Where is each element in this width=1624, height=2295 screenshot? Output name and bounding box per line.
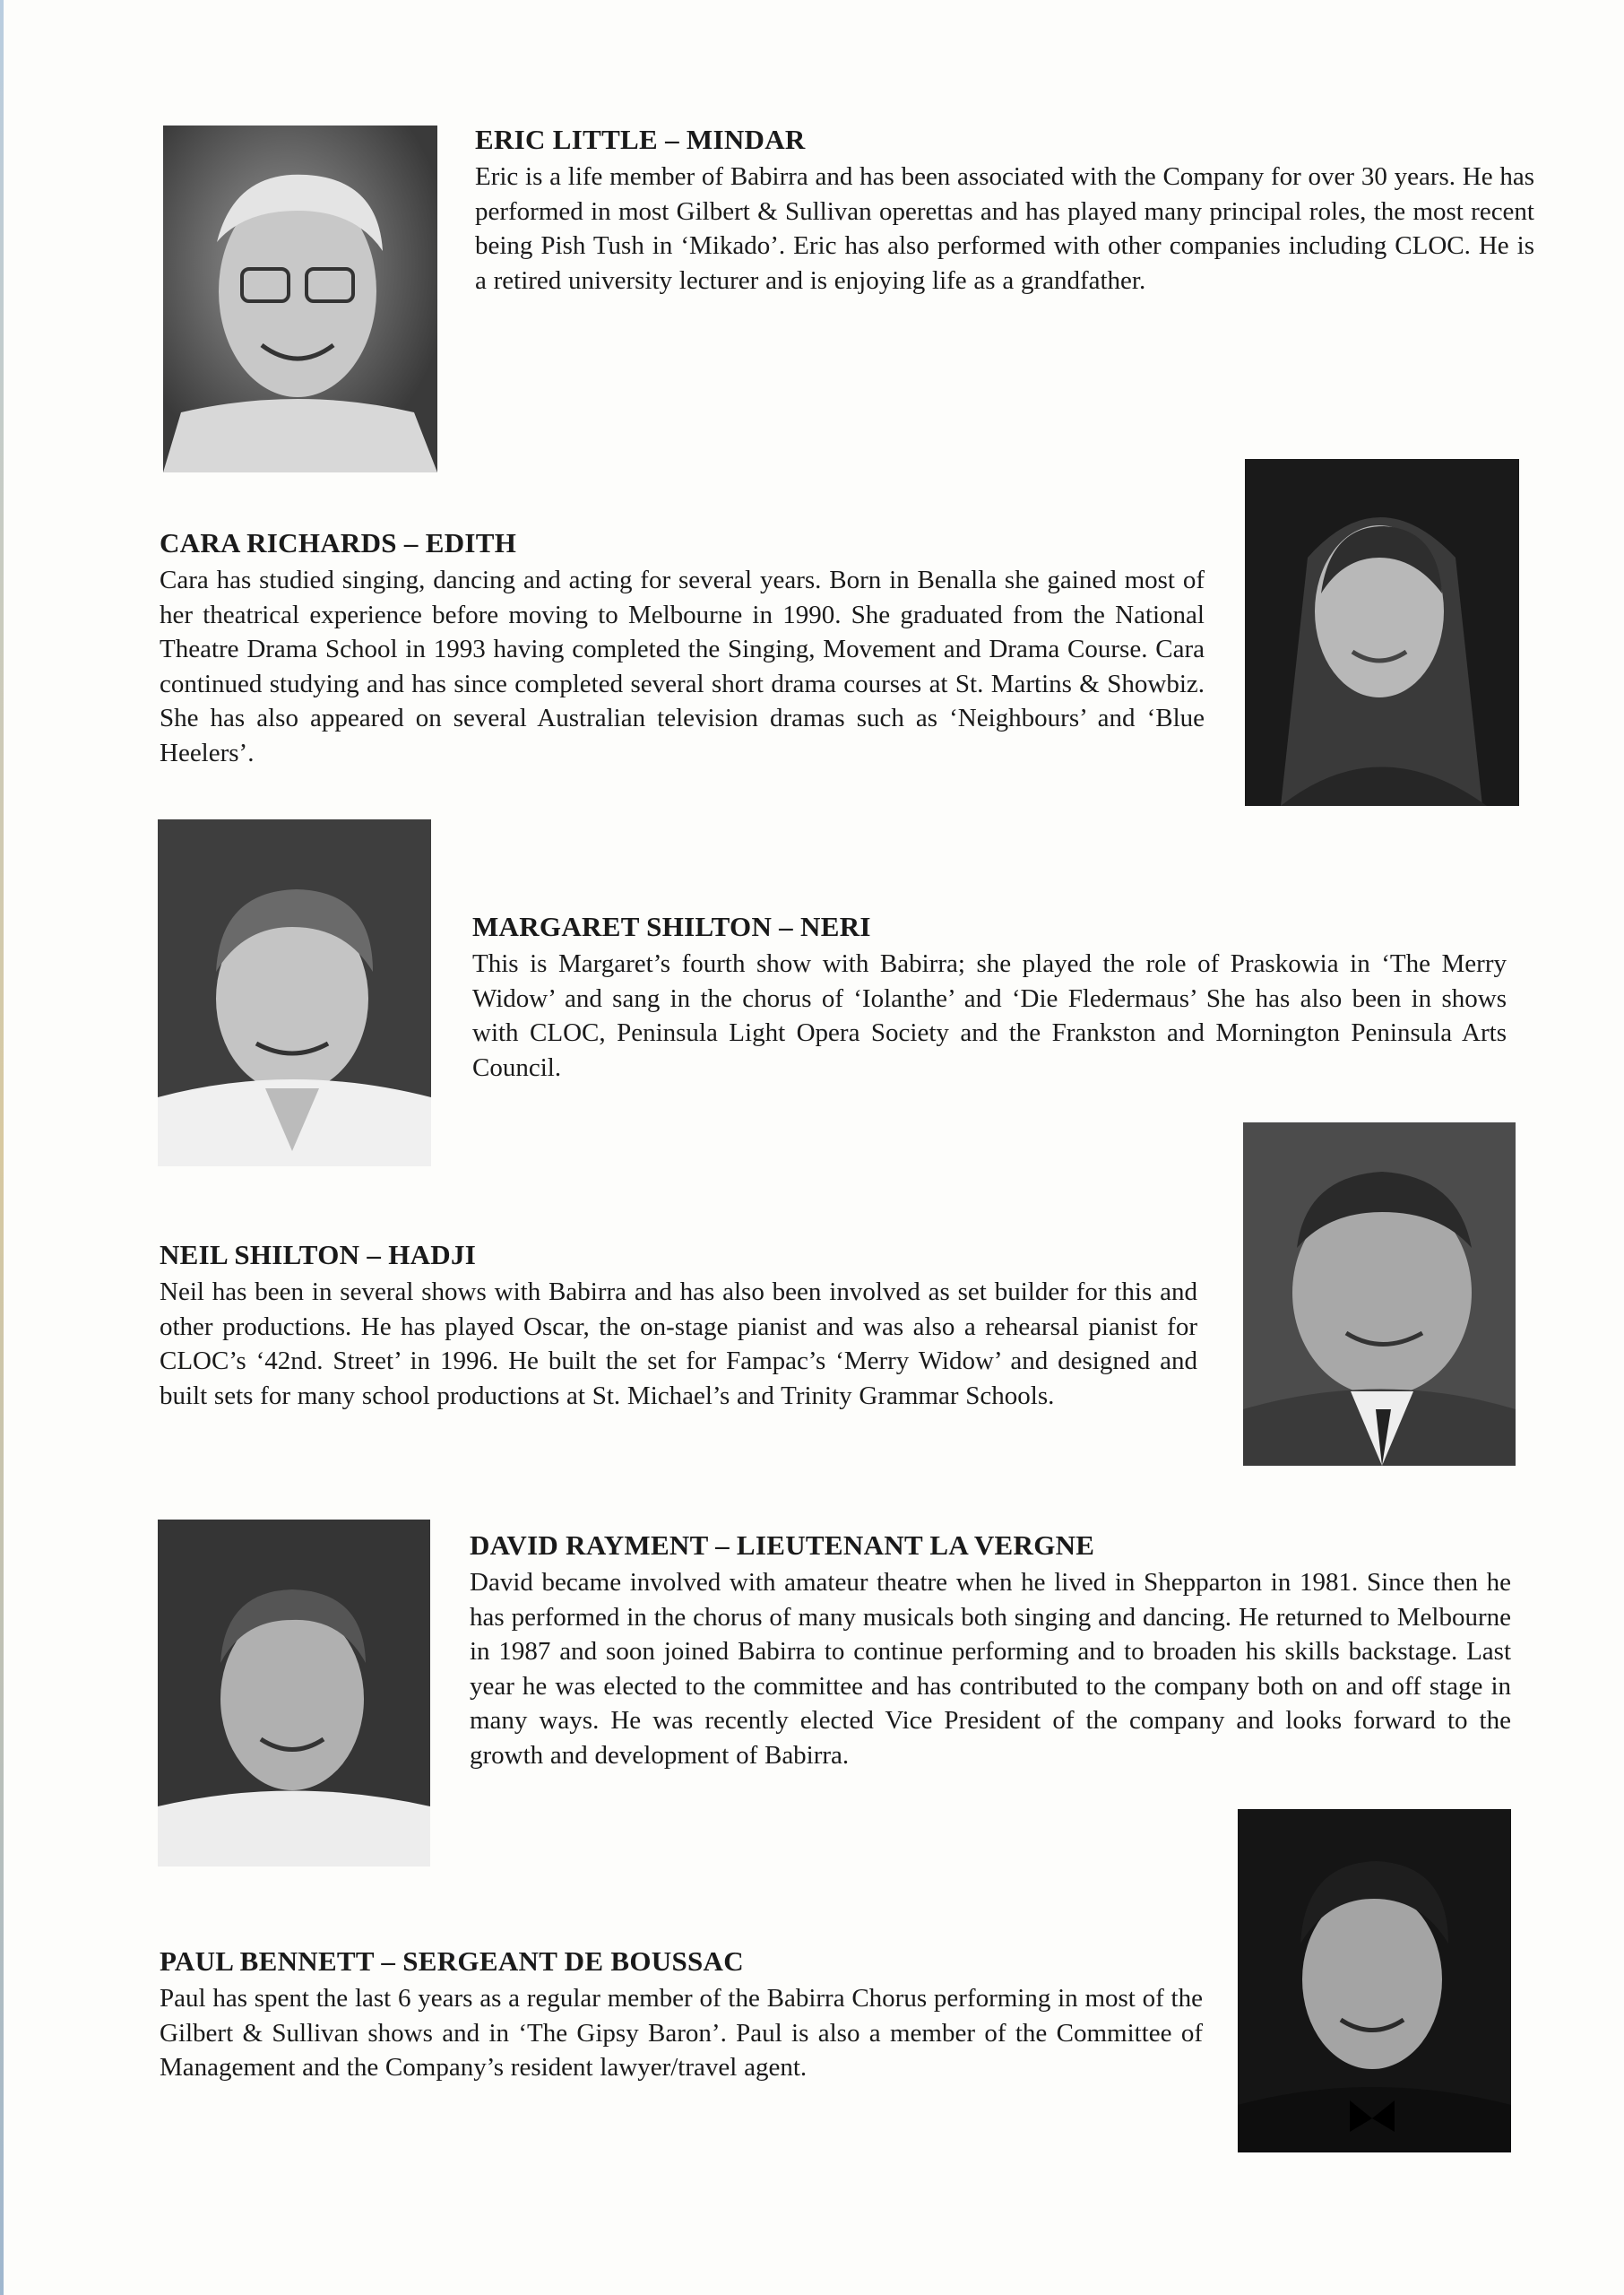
portrait-paul-bennett — [1238, 1809, 1511, 2152]
cast-heading: CARA RICHARDS – EDITH — [160, 527, 517, 559]
bio-cara-richards — [160, 527, 1205, 770]
portrait-margaret-shilton — [158, 819, 431, 1166]
bio-neil-shilton — [160, 1239, 1197, 1413]
cast-bio: Cara has studied singing, dancing and acting for several years. Born in Benalla she gained most of her theatrical experience before moving to Melbourne in 1990. She graduated from the National Theatre Drama School in 1993 having completed the Singing, Movement and Drama Course. Cara continued studying and has since completed several short drama courses at St. Martins & Showbiz. She has also appeared on several Australian television dramas such as ‘Neighbours’ and ‘Blue Heelers’. — [160, 566, 1205, 767]
bio-margaret-shilton — [472, 911, 1507, 1085]
cast-bio: Paul has spent the last 6 years as a regular member of the Babirra Chorus performing in most of the Gilbert & Sullivan shows and in ‘The Gipsy Baron’. Paul is also a member of the Committee of Management and the Company’s resident lawyer/travel agent. — [160, 1984, 1203, 2082]
cast-heading: PAUL BENNETT – SERGEANT DE BOUSSAC — [160, 1945, 744, 1977]
portrait-neil-shilton — [1243, 1122, 1516, 1466]
bio-eric-little — [475, 124, 1534, 298]
cast-heading: DAVID RAYMENT – LIEUTENANT LA VERGNE — [470, 1529, 1095, 1561]
portrait-eric-little — [163, 126, 437, 472]
cast-heading: ERIC LITTLE – MINDAR — [475, 124, 806, 155]
cast-bio: Neil has been in several shows with Babirra and has also been involved as set builder for this and other productions. He has played Oscar, the on-stage pianist and was also a rehearsal pianist for CLOC’s ‘42nd. Street’ in 1996. He built the set for Fampac’s ‘Merry Widow’ and designed and built sets for many school productions at St. Michael’s and Trinity Grammar Schools. — [160, 1277, 1197, 1410]
bio-david-rayment — [470, 1529, 1511, 1772]
cast-heading: NEIL SHILTON – HADJI — [160, 1239, 477, 1270]
cast-bio: Eric is a life member of Babirra and has been associated with the Company for over 30 years. He has performed in most Gilbert & Sullivan operettas and has played many principal roles, the most recent being Pish Tush in ‘Mikado’. Eric has also performed with other companies including CLOC. He is a retired university lecturer and is enjoying life as a grandfather. — [475, 162, 1534, 295]
cast-bio: David became involved with amateur theatre when he lived in Shepparton in 1981. Since then he has performed in the chorus of many musicals both singing and dancing. He returned to Melbourne in 1987 and soon joined Babirra to continue performing and to broaden his skills backstage. Last year he was elected to the committee and has contributed to the company both on and off stage in many ways. He was recently elected Vice President of the company and looks forward to the growth and development of Babirra. — [470, 1568, 1511, 1770]
page-edge — [0, 0, 4, 2295]
portrait-david-rayment — [158, 1520, 430, 1866]
bio-paul-bennett — [160, 1945, 1203, 2085]
cast-heading: MARGARET SHILTON – NERI — [472, 911, 871, 942]
cast-bio: This is Margaret’s fourth show with Babirra; she played the role of Praskowia in ‘The Merry Widow’ and sang in the chorus of ‘Iolanthe’ and ‘Die Fledermaus’ She has also been in shows with CLOC, Peninsula Light Opera Society and the Frankston and Mornington Peninsula Arts Council. — [472, 949, 1507, 1082]
portrait-cara-richards — [1245, 459, 1519, 806]
